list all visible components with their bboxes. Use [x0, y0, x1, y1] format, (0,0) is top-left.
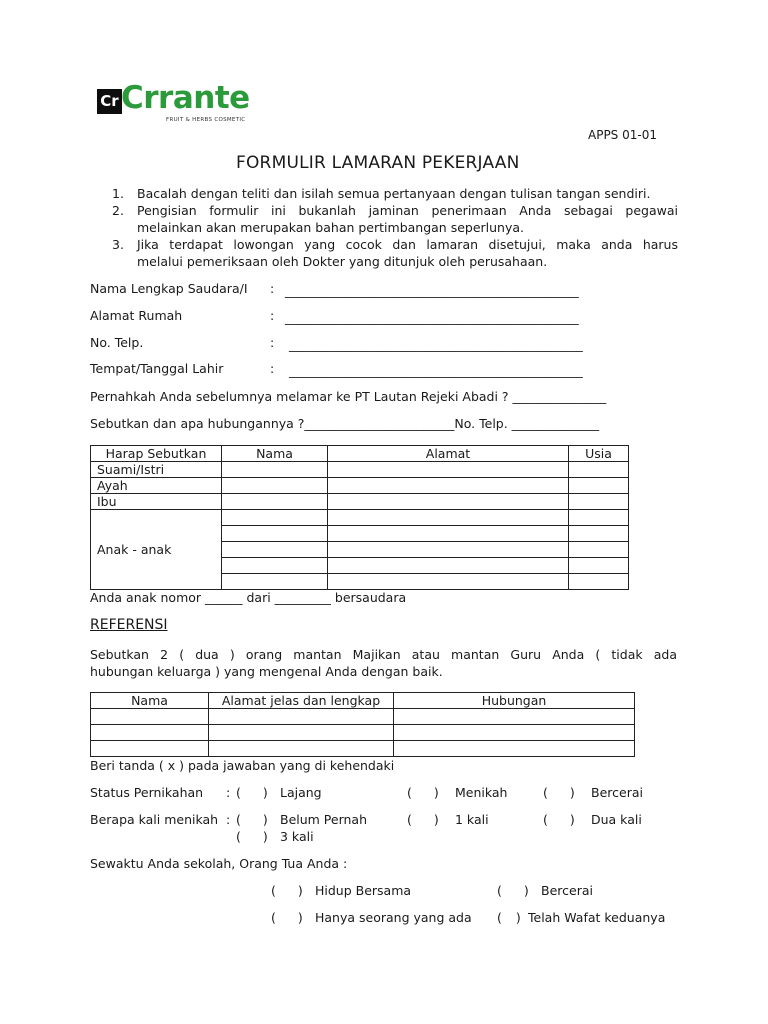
table-cell[interactable] [328, 558, 569, 574]
family-table [90, 445, 629, 590]
checkbox-parents-bercerai[interactable]: ( ) [497, 883, 529, 898]
table-cell[interactable] [569, 558, 629, 574]
column-header: Nama [91, 693, 209, 709]
row-label: Anak - anak [91, 510, 222, 590]
checkbox-3-kali[interactable]: ( ) [236, 829, 268, 844]
table-cell[interactable] [569, 462, 629, 478]
field-colon: : [226, 785, 231, 800]
table-cell[interactable] [222, 510, 328, 526]
field-colon: : [270, 308, 275, 323]
mark-instruction: Beri tanda ( x ) pada jawaban yang di kehendaki [90, 758, 395, 773]
field-label-phone: No. Telp. [90, 335, 144, 350]
table-cell[interactable] [569, 510, 629, 526]
field-colon: : [270, 335, 275, 350]
logo-tagline: FRUIT & HERBS COSMETIC [166, 117, 246, 123]
checkbox-telah-wafat[interactable]: ( ) [497, 910, 521, 925]
address-field[interactable]: _______________________________________________ [285, 310, 579, 325]
table-cell[interactable] [394, 709, 635, 725]
instruction-number: 2. [112, 203, 124, 218]
instruction-text: melainkan akan merupakan bahan pertimbangan seperlunya. [137, 220, 525, 235]
referensi-desc-line-1: Sebutkan 2 ( dua ) orang mantan Majikan atau mantan Guru Anda ( tidak ada [90, 647, 677, 662]
option-1-kali: 1 kali [455, 812, 489, 827]
field-colon: : [226, 812, 231, 827]
table-cell[interactable] [394, 725, 635, 741]
table-row [91, 725, 635, 741]
table-cell[interactable] [328, 526, 569, 542]
checkbox-lajang[interactable]: ( ) [236, 785, 268, 800]
checkbox-dua-kali[interactable]: ( ) [543, 812, 575, 827]
table-cell[interactable] [222, 494, 328, 510]
phone-field[interactable]: _______________________________________________ [289, 337, 583, 352]
option-bercerai: Bercerai [591, 785, 643, 800]
row-label: Suami/Istri [91, 462, 222, 478]
table-row [91, 494, 629, 510]
document-code: APPS 01-01 [588, 128, 657, 142]
table-cell[interactable] [209, 709, 394, 725]
table-cell[interactable] [328, 510, 569, 526]
married-times-label: Berapa kali menikah [90, 812, 219, 827]
table-cell[interactable] [394, 741, 635, 757]
option-hidup-bersama: Hidup Bersama [315, 883, 412, 898]
question-relation[interactable]: Sebutkan dan apa hubungannya ?________________________No. Telp. ______________ [90, 416, 600, 431]
table-header-row [91, 693, 635, 709]
table-row [91, 478, 629, 494]
checkbox-hanya-seorang[interactable]: ( ) [271, 910, 303, 925]
table-cell[interactable] [209, 741, 394, 757]
reference-table [90, 692, 635, 757]
instruction-number: 1. [112, 186, 124, 201]
table-cell[interactable] [222, 574, 328, 590]
column-header: Usia [569, 446, 629, 462]
option-hanya-seorang: Hanya seorang yang ada [315, 910, 472, 925]
table-cell[interactable] [328, 462, 569, 478]
table-cell[interactable] [569, 542, 629, 558]
table-row [91, 510, 629, 526]
table-cell[interactable] [209, 725, 394, 741]
field-colon: : [270, 361, 275, 376]
question-applied-before[interactable]: Pernahkah Anda sebelumnya melamar ke PT Lautan Rejeki Abadi ? _______________ [90, 389, 607, 404]
table-cell[interactable] [91, 741, 209, 757]
checkbox-1-kali[interactable]: ( ) [407, 812, 439, 827]
column-header: Alamat [328, 446, 569, 462]
table-row [91, 741, 635, 757]
column-header: Nama [222, 446, 328, 462]
table-cell[interactable] [222, 462, 328, 478]
table-cell[interactable] [569, 526, 629, 542]
logo-mark: Cr [97, 89, 122, 114]
checkbox-hidup-bersama[interactable]: ( ) [271, 883, 303, 898]
option-telah-wafat: Telah Wafat keduanya [528, 910, 666, 925]
table-cell[interactable] [91, 709, 209, 725]
birth-field[interactable]: _______________________________________________ [289, 363, 583, 378]
field-colon: : [270, 281, 275, 296]
checkbox-bercerai[interactable]: ( ) [543, 785, 575, 800]
table-cell[interactable] [569, 574, 629, 590]
table-cell[interactable] [222, 526, 328, 542]
table-row [91, 709, 635, 725]
table-cell[interactable] [91, 725, 209, 741]
name-field[interactable]: _______________________________________________ [285, 283, 579, 298]
field-label-address: Alamat Rumah [90, 308, 183, 323]
instruction-text: Pengisian formulir ini bukanlah jaminan penerimaan Anda sebagai pegawai [137, 203, 678, 218]
logo-wordmark: Crrante [121, 80, 250, 116]
table-cell[interactable] [569, 478, 629, 494]
option-menikah: Menikah [455, 785, 508, 800]
instruction-number: 3. [112, 237, 124, 252]
column-header: Alamat jelas dan lengkap [209, 693, 394, 709]
table-row [91, 462, 629, 478]
option-belum-pernah: Belum Pernah [280, 812, 368, 827]
table-cell[interactable] [328, 542, 569, 558]
table-cell[interactable] [328, 478, 569, 494]
table-cell[interactable] [222, 542, 328, 558]
parents-label: Sewaktu Anda sekolah, Orang Tua Anda : [90, 856, 348, 871]
field-label-birth: Tempat/Tanggal Lahir [90, 361, 224, 376]
instruction-text: melalui pemeriksaan oleh Dokter yang ditunjuk oleh perusahaan. [137, 254, 548, 269]
option-lajang: Lajang [280, 785, 322, 800]
checkbox-menikah[interactable]: ( ) [407, 785, 439, 800]
table-cell[interactable] [328, 494, 569, 510]
table-cell[interactable] [328, 574, 569, 590]
instruction-text: Jika terdapat lowongan yang cocok dan lamaran disetujui, maka anda harus [137, 237, 678, 252]
row-label: Ibu [91, 494, 222, 510]
table-cell[interactable] [222, 558, 328, 574]
column-header: Harap Sebutkan [91, 446, 222, 462]
table-header-row [91, 446, 629, 462]
section-heading-referensi: REFERENSI [90, 617, 168, 633]
referensi-desc-line-2: hubungan keluarga ) yang mengenal Anda dengan baik. [90, 664, 443, 679]
field-label-name: Nama Lengkap Saudara/I [90, 281, 248, 296]
option-3-kali: 3 kali [280, 829, 314, 844]
option-dua-kali: Dua kali [591, 812, 642, 827]
option-parents-bercerai: Bercerai [541, 883, 593, 898]
child-order-line[interactable]: Anda anak nomor ______ dari _________ bersaudara [90, 590, 407, 605]
table-cell[interactable] [569, 494, 629, 510]
page-title: FORMULIR LAMARAN PEKERJAAN [236, 153, 520, 173]
marital-status-label: Status Pernikahan [90, 785, 204, 800]
instruction-text: Bacalah dengan teliti dan isilah semua pertanyaan dengan tulisan tangan sendiri. [137, 186, 651, 201]
row-label: Ayah [91, 478, 222, 494]
table-cell[interactable] [222, 478, 328, 494]
column-header: Hubungan [394, 693, 635, 709]
checkbox-belum-pernah[interactable]: ( ) [236, 812, 268, 827]
